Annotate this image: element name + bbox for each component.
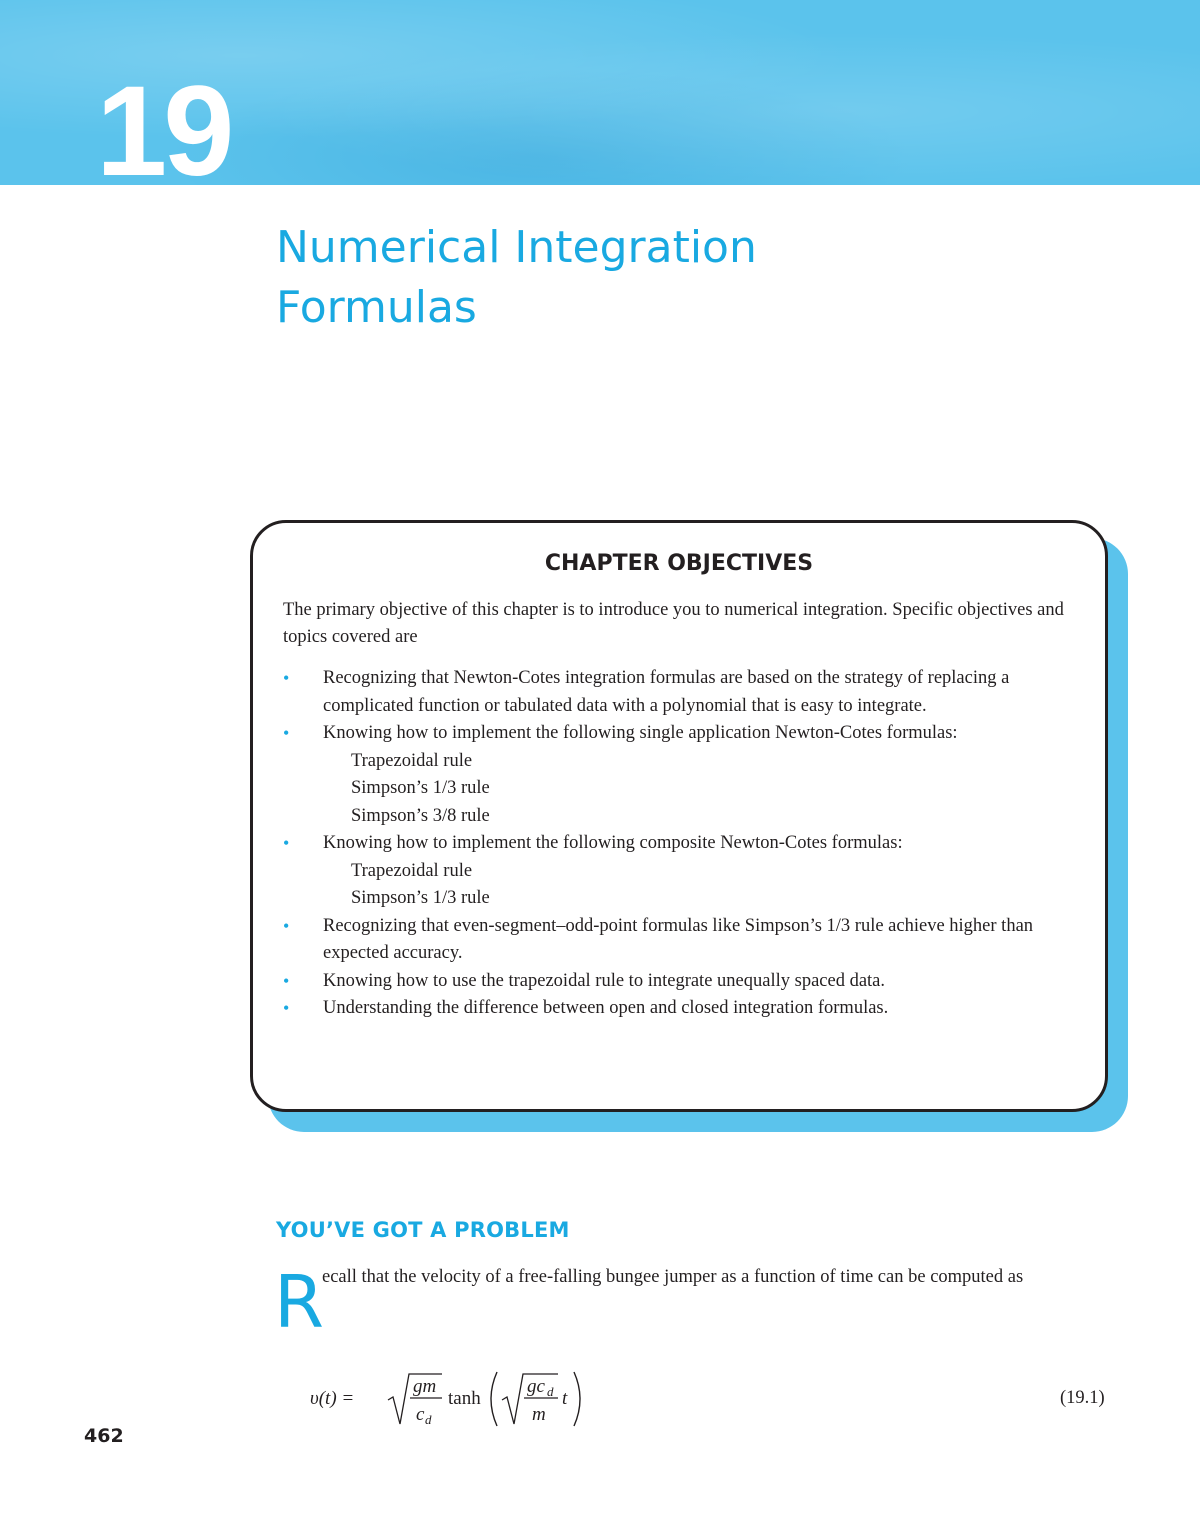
objectives-intro: The primary objective of this chapter is to introduce you to numerical integration. Specific objectives and topics covered are — [283, 600, 1064, 647]
objective-subitem: Trapezoidal rule — [351, 750, 473, 771]
objective-item — [283, 995, 1083, 1023]
objectives-heading: CHAPTER OBJECTIVES — [544, 551, 814, 576]
equation-den1-sub: d — [425, 1412, 432, 1427]
objective-text: Recognizing that even-segment–odd-point formulas like Simpson’s 1/3 rule achieve higher than expected accuracy. — [323, 915, 1034, 963]
equation-den1: c — [416, 1404, 425, 1425]
equation-num1: gm — [413, 1376, 437, 1397]
bullet-icon: • — [283, 668, 290, 688]
objective-item — [283, 913, 1083, 968]
equation-num2: gc — [527, 1376, 545, 1397]
chapter-banner — [0, 0, 1200, 203]
objectives-list — [283, 665, 1083, 1023]
equation-den2: m — [532, 1404, 546, 1425]
bullet-icon: • — [283, 833, 290, 853]
objective-subitem: Trapezoidal rule — [351, 860, 473, 881]
objective-text: Knowing how to implement the following composite Newton-Cotes formulas: — [323, 833, 903, 853]
equation-func: tanh — [448, 1388, 481, 1409]
objective-sublist — [323, 748, 1083, 831]
objective-sublist — [323, 858, 1083, 913]
objective-subitem: Simpson’s 1/3 rule — [351, 888, 490, 908]
objective-item — [283, 968, 1083, 996]
chapter-number: 19 — [96, 60, 231, 203]
equation-lhs: υ(t) = — [310, 1388, 355, 1409]
objective-text: Knowing how to use the trapezoidal rule to integrate unequally spaced data. — [323, 970, 886, 991]
bullet-icon: • — [283, 998, 290, 1018]
velocity-equation — [310, 1364, 590, 1434]
objective-text: Knowing how to implement the following single application Newton-Cotes formulas: — [323, 723, 958, 743]
bullet-icon: • — [283, 915, 290, 936]
chapter-title-line2: Formulas — [276, 282, 477, 333]
objective-subitem: Simpson’s 1/3 rule — [351, 778, 490, 798]
objective-text: Understanding the difference between open and closed integration formulas. — [323, 998, 889, 1018]
bullet-icon: • — [283, 970, 290, 991]
problem-paragraph: ecall that the velocity of a free-falling bungee jumper as a function of time can be computed as — [322, 1267, 1024, 1287]
drop-cap: R — [274, 1260, 325, 1344]
objectives-box — [250, 520, 1108, 1112]
section-heading: YOU’VE GOT A PROBLEM — [276, 1218, 570, 1242]
equation-num2-sub: d — [547, 1384, 554, 1399]
chapter-title — [276, 218, 757, 338]
objective-text: Recognizing that Newton-Cotes integration formulas are based on the strategy of replacing a complicated function or tabulated data with a polynomial that is easy to integrate. — [323, 668, 1010, 716]
objective-subitem: Simpson’s 3/8 rule — [351, 805, 490, 826]
objective-item — [283, 665, 1083, 720]
chapter-title-line1: Numerical Integration — [276, 222, 757, 273]
bullet-icon: • — [283, 723, 290, 743]
objective-item — [283, 720, 1083, 830]
objective-item — [283, 830, 1083, 913]
equation-number: (19.1) — [1060, 1388, 1105, 1408]
page-number: 462 — [84, 1425, 124, 1447]
equation-var: t — [562, 1388, 568, 1409]
